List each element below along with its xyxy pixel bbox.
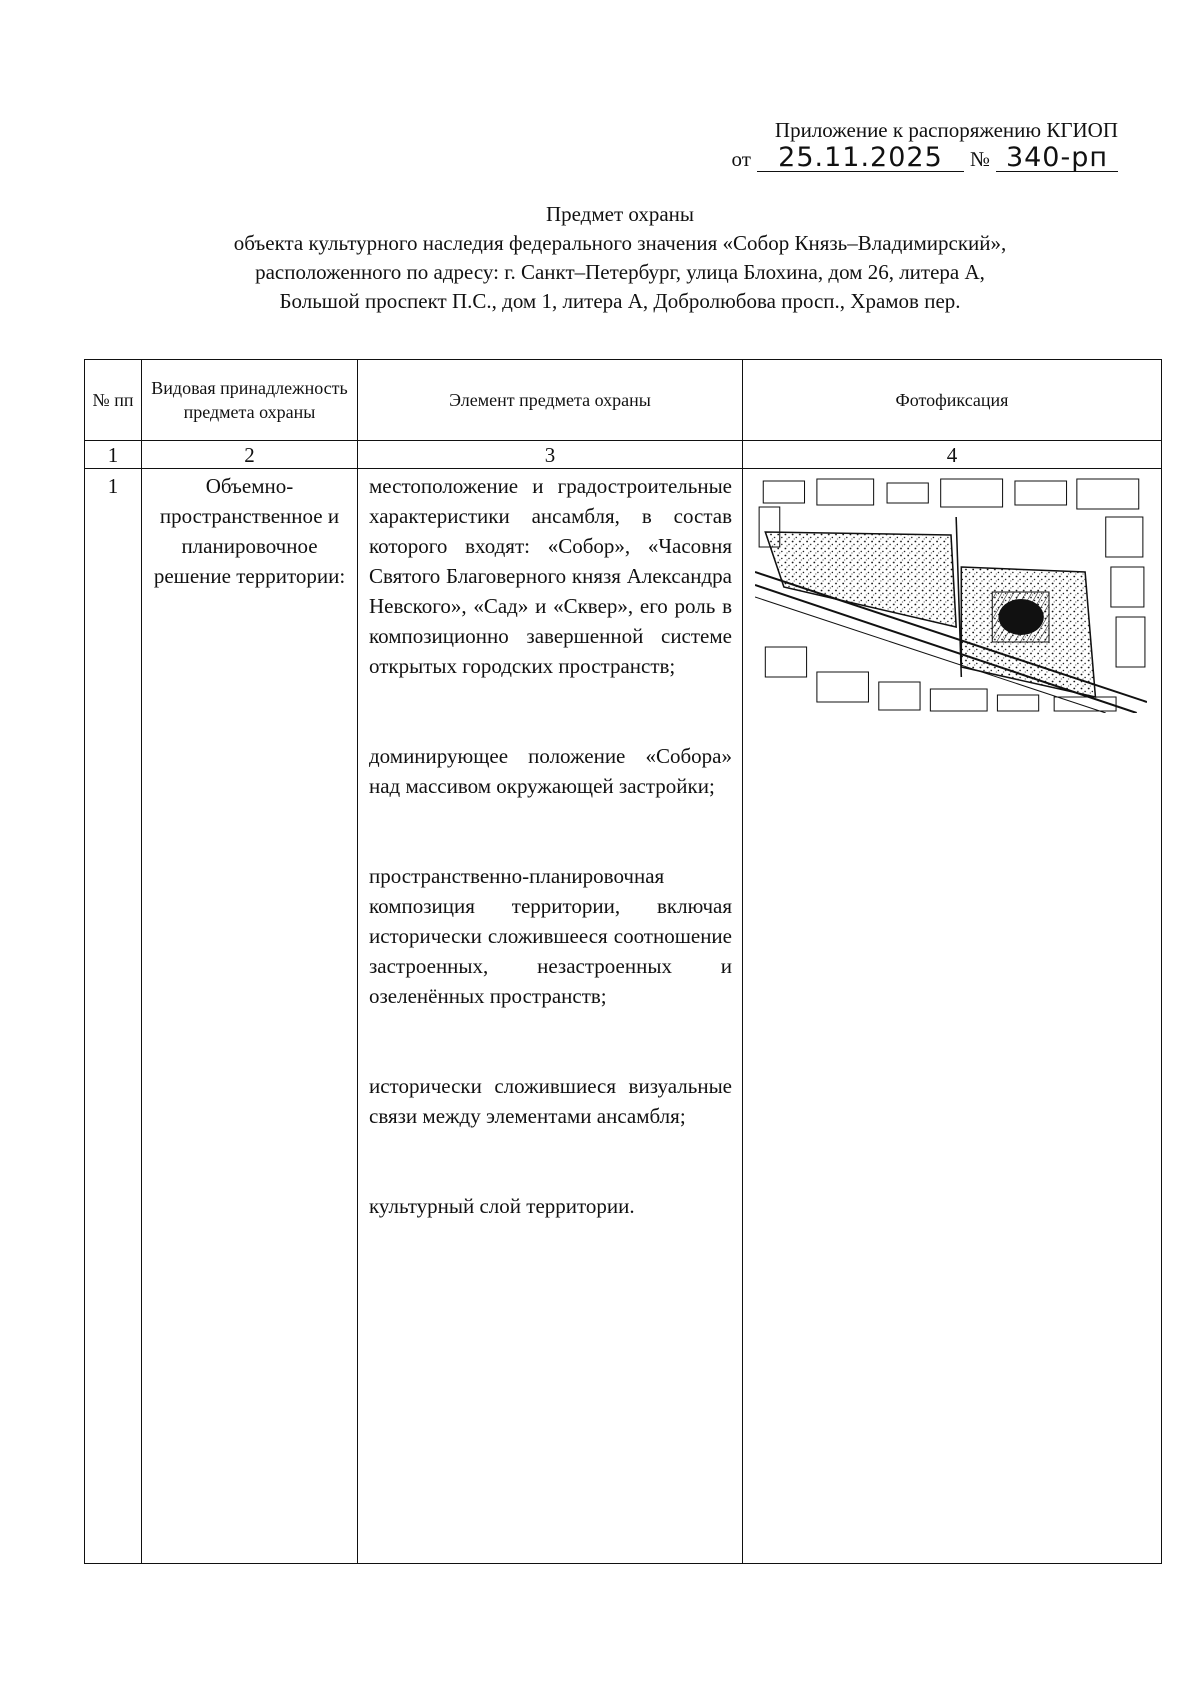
element-paragraph: культурный слой территории. [369,1194,635,1218]
title-heading: Предмет охраны [545,202,695,226]
row-photo [743,469,1162,1564]
column-number: 1 [85,441,142,469]
table-header-row [85,360,1162,441]
document-title [0,200,1200,316]
header-number: № пп [85,360,142,441]
appendix-title: Приложение к распоряжению КГИОП [774,118,1118,142]
site-map-image [755,477,1147,713]
element-paragraph: местоположение и градостроительные характеристики ансамбля, в состав которого входят: «Собор», «Часовня Святого Благоверного князя Александра Невского», «Сад» и «Сквер», его роль в композиционно завершенной системе открытых городских пространств; [369,474,732,678]
column-number: 4 [743,441,1162,469]
protection-table [84,359,1162,1564]
order-date: 25.11.2025 [757,145,964,172]
column-number-row [85,441,1162,469]
title-line-2: объекта культурного наследия федерального значения «Собор Князь–Владимирский», [233,231,1007,255]
column-number: 3 [358,441,743,469]
order-number: 340-рп [996,145,1118,172]
table-row [85,469,1162,1564]
element-paragraph: доминирующее положение «Собора» над массивом окружающей застройки; [369,744,732,798]
header-photo: Фотофиксация [743,360,1162,441]
header-element: Элемент предмета охраны [358,360,743,441]
title-line-3: расположенного по адресу: г. Санкт–Петербург, улица Блохина, дом 26, литера А, [255,260,985,284]
row-elements [358,469,743,1564]
element-paragraph: пространственно-планировочная композиция территории, включая исторически сложившееся соотношение застроенных, незастроенных и озеленённых пространств; [369,864,732,1008]
header-kind: Видовая принадлежность предмета охраны [142,360,358,441]
column-number: 2 [142,441,358,469]
title-line-4: Большой проспект П.С., дом 1, литера А, Добролюбова просп., Храмов пер. [279,289,961,313]
from-label: от [731,147,751,171]
element-paragraph: исторически сложившиеся визуальные связи между элементами ансамбля; [369,1074,732,1128]
appendix-header [732,117,1118,172]
appendix-date-line [731,142,1118,173]
number-label: № [969,147,990,171]
row-kind: Объемно-пространственное и планировочное решение территории: [142,469,358,1564]
row-number: 1 [85,469,142,1564]
